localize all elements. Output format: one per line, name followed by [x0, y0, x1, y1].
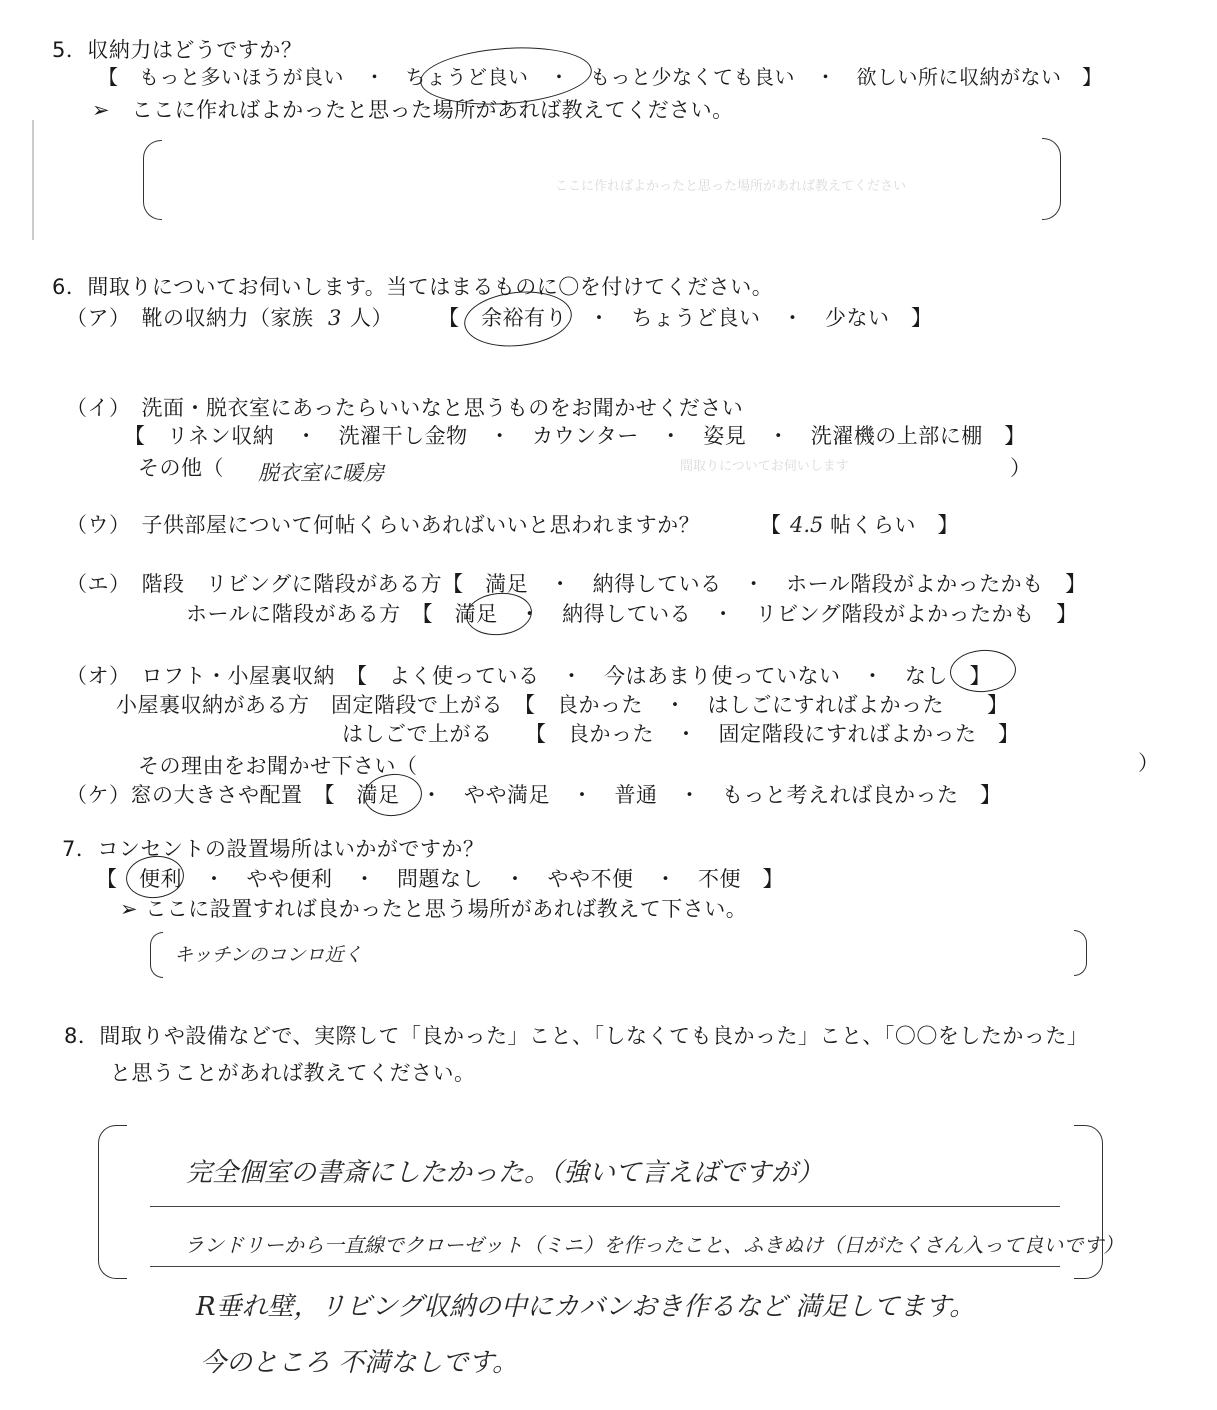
bleed-mark: [32, 120, 34, 240]
q6i-other-close: ）: [1010, 456, 1032, 480]
bleed-text: 間取りについてお伺いします: [680, 459, 849, 474]
q7-answer: キッチンのコンロ近く: [174, 944, 363, 966]
q6o-line3: はしごで上がる 【 良かった ・ 固定階段にすればよかった 】: [342, 722, 1020, 746]
q5-options: 【 もっと多いほうが良い ・ ちょうど良い ・ もっと少なくても良い ・ 欲しい所に収納がない 】: [98, 65, 1103, 89]
q6o-line2: 小屋裏収納がある方 固定階段で上がる 【 良かった ・ はしごにすればよかった 】: [116, 693, 1009, 717]
q6ke-label: （ケ）窓の大きさや配置 【 満足 ・ やや満足 ・ 普通 ・ もっと考えれば良かった 】: [66, 783, 1002, 807]
q6u-unit: 帖くらい 】: [830, 513, 959, 537]
q6a-options: 【 余裕有り ・ ちょうど良い ・ 少ない 】: [438, 306, 933, 330]
q6i-options: 【 リネン収納 ・ 洗濯干し金物 ・ カウンター ・ 姿見 ・ 洗濯機の上部に棚 】: [124, 424, 1026, 448]
q6e-label: （エ） 階段 リビングに階段がある方【 満足 ・ 納得している ・ ホール階段がよかったかも 】: [66, 572, 1087, 596]
q8-answer-line: 今のところ 不満なしです。: [200, 1348, 519, 1378]
q7-options: 【 便利 ・ やや便利 ・ 問題なし ・ やや不便 ・ 不便 】: [96, 867, 784, 891]
q6-title: 6．間取りについてお伺いします。当てはまるものに〇を付けてください。: [52, 275, 774, 299]
q6a-unit: 人）: [350, 306, 393, 330]
answer-box-left: [150, 932, 163, 978]
q7-title: 7．コンセントの設置場所はいかがですか？: [62, 837, 485, 861]
q8-answer-line: R垂れ壁，リビング収納の中にカバンおき作るなど 満足してます。: [196, 1292, 976, 1322]
q6u-label: （ウ） 子供部屋について何帖くらいあればいいと思われますか？: [66, 513, 701, 537]
q6u-answer: 4.5: [790, 513, 824, 537]
q8-answer-line: 完全個室の書斎にしたかった。（強いて言えばですが）: [186, 1158, 824, 1188]
q5-title: 5．収納力はどうですか？: [52, 38, 303, 62]
answer-box-left: [98, 1125, 127, 1279]
q6a-family-count: 3: [328, 306, 342, 330]
q6a-label: （ア） 靴の収納力（家族: [66, 306, 314, 330]
q5-prompt: ➢ ここに作ればよかったと思った場所があれば教えてください。: [92, 98, 734, 122]
answer-box-left: [143, 140, 162, 220]
ruled-line: [150, 1206, 1060, 1207]
q8-answer-line: ランドリーから一直線でクローゼット（ミニ）を作ったこと、ふきぬけ（日がたくさん入って良いです）: [184, 1233, 1124, 1257]
q8-title: 8．間取りや設備などで、実際して「良かった」こと、「しなくても良かった」こと、「〇〇をしたかった」: [64, 1024, 1089, 1048]
q6i-other-label: その他（: [138, 456, 224, 480]
q6i-other-answer: 脱衣室に暖房: [258, 461, 384, 485]
q6o-label: （オ） ロフト・小屋裏収納 【 よく使っている ・ 今はあまり使っていない ・ なし 】: [66, 664, 991, 688]
q8-title2: と思うことがあれば教えてください。: [110, 1061, 476, 1085]
q6o-reason-label: その理由をお聞かせ下さい（: [138, 754, 418, 778]
q6o-reason-close: ）: [1138, 751, 1160, 775]
ruled-line: [150, 1266, 1060, 1267]
q6u-open: 【: [760, 513, 782, 537]
answer-box-right: [1074, 930, 1087, 976]
q7-prompt: ➢ ここに設置すれば良かったと思う場所があれば教えて下さい。: [120, 897, 748, 921]
q6i-label: （イ） 洗面・脱衣室にあったらいいなと思うものをお聞かせください: [66, 396, 744, 420]
answer-box-right: [1042, 138, 1061, 220]
bleed-text: ここに作ればよかったと思った場所があれば教えてください: [555, 179, 907, 194]
q6e-line2: ホールに階段がある方 【 満足 ・ 納得している ・ リビング階段がよかったかも 】: [186, 602, 1078, 626]
